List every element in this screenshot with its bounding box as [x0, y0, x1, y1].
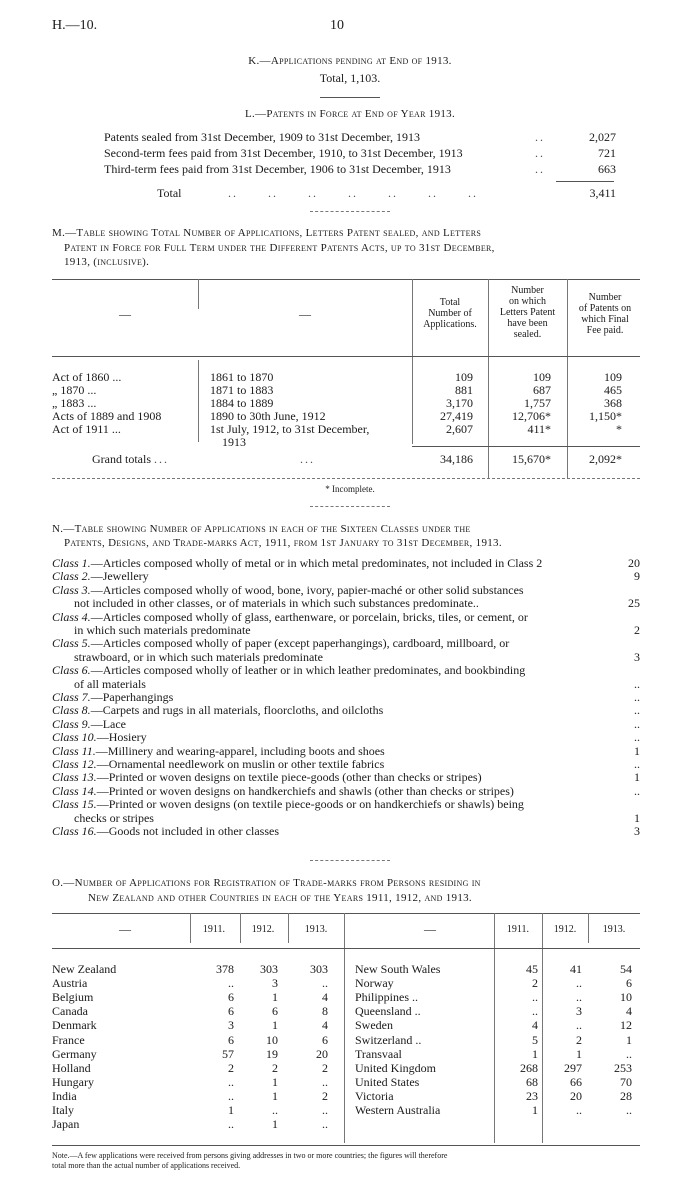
o-right-1912: 3	[576, 1004, 582, 1018]
section-o-title-1: O.—Number of Applications for Registration of Trade-marks from Persons residing in	[52, 877, 481, 889]
table-rule	[52, 478, 640, 479]
m-row-apps: 881	[455, 383, 473, 397]
o-left-1911: 6	[228, 990, 234, 1004]
o-header-1913-right: 1913.	[602, 924, 626, 935]
o-country-right: Queensland ..	[355, 1004, 421, 1018]
o-header-1912-right: 1912.	[553, 924, 577, 935]
o-right-1911: 45	[526, 962, 538, 976]
sum-rule	[412, 446, 640, 447]
n-class-line	[52, 569, 149, 584]
n-class-text: —Articles composed wholly of wood, bone, ivory, papier-maché or other solid substances	[90, 583, 524, 597]
m-header-col2: —	[299, 307, 311, 321]
col-rule	[190, 913, 191, 943]
l-row-label: Second-term fees paid from 31st December, 1910, to 31st December, 1913	[104, 146, 463, 160]
n-class-label: Class 9.	[52, 717, 91, 731]
table-rule	[52, 913, 640, 914]
o-left-1913: 8	[322, 1004, 328, 1018]
n-class-text: —Goods not included in other classes	[96, 824, 279, 838]
section-n-title-2: Patents, Designs, and Trade-marks Act, 1911, from 1st January to 31st December, 1913.	[64, 537, 502, 549]
o-left-1911: ..	[228, 1075, 234, 1089]
page-number: 10	[330, 18, 344, 33]
m-grand-fee: 2,092*	[589, 452, 622, 466]
section-m-title-1: M.—Table showing Total Number of Applications, Letters Patent sealed, and Letters	[52, 227, 482, 239]
o-country-left: Belgium	[52, 990, 94, 1004]
o-right-1912: 41	[570, 962, 582, 976]
o-country-right: Victoria	[355, 1089, 394, 1103]
o-right-1912: ..	[576, 1103, 582, 1117]
o-country-left: Denmark	[52, 1018, 97, 1032]
section-l-title: L.—Patents in Force at End of Year 1913.	[244, 108, 456, 120]
n-class-line	[52, 730, 147, 745]
o-country-left: Italy	[52, 1103, 74, 1117]
o-left-1913: ..	[322, 976, 328, 990]
o-left-1912: 1	[272, 1018, 278, 1032]
m-row-sealed: 12,706*	[512, 409, 551, 423]
n-class-text: —Millinery and wearing-apparel, including boots and shoes	[95, 744, 385, 758]
n-class-label: Class 15.	[52, 797, 97, 811]
o-country-left: Hungary	[52, 1075, 94, 1089]
o-country-left: France	[52, 1033, 85, 1047]
n-class-label: Class 1.	[52, 556, 91, 570]
n-class-text: checks or stripes	[74, 811, 154, 825]
o-right-1913: ..	[626, 1047, 632, 1061]
o-left-1912: 10	[266, 1033, 278, 1047]
m-header-col4-line: have been	[507, 318, 548, 329]
m-row-act: Act of 1911 ...	[52, 422, 121, 436]
o-right-1912: ..	[576, 976, 582, 990]
o-right-1912: 1	[576, 1047, 582, 1061]
divider	[310, 211, 390, 212]
m-header-col3-line: Total	[439, 297, 461, 308]
n-class-line	[52, 797, 524, 812]
m-header-col5-line: Number	[588, 292, 622, 303]
section-m-title-2: Patent in Force for Full Term under the Different Patents Acts, up to 31st December,	[64, 242, 495, 254]
m-row-act: Acts of 1889 and 1908	[52, 409, 162, 423]
section-n-title-1: N.—Table showing Number of Applications in each of the Sixteen Classes under the	[52, 523, 471, 535]
o-country-left: Japan	[52, 1117, 80, 1131]
section-l-total-label: Total	[157, 186, 182, 200]
o-right-1913: 12	[620, 1018, 632, 1032]
m-header-col4-line: Number	[511, 285, 544, 296]
n-class-text: strawboard, or in which such materials predominate	[74, 650, 323, 664]
o-right-1912: ..	[576, 990, 582, 1004]
section-o-title-2: New Zealand and other Countries in each of the Years 1911, 1912, and 1913.	[88, 892, 472, 904]
o-left-1912: 1	[272, 1089, 278, 1103]
o-country-right: New South Wales	[355, 962, 441, 976]
table-rule	[52, 279, 640, 280]
n-class-text: not included in other classes, or of materials in which such substances predominate..	[74, 596, 479, 610]
o-left-1911: ..	[228, 976, 234, 990]
m-row-fee: 368	[604, 396, 622, 410]
o-left-1911: 3	[228, 1018, 234, 1032]
o-country-left: Austria	[52, 976, 88, 990]
m-grand-label: Grand totals ...	[92, 452, 169, 466]
leader-dots: ..	[535, 130, 545, 144]
col-rule	[240, 913, 241, 943]
n-class-text: —Articles composed wholly of metal or in which metal predominates, not included in Class 2	[90, 556, 543, 570]
leader-dots: ..	[535, 146, 545, 160]
n-class-label: Class 16.	[52, 824, 97, 838]
n-class-line	[74, 596, 479, 611]
n-class-value: ..	[634, 757, 640, 771]
n-class-value: 3	[634, 650, 640, 664]
l-row-value: 721	[598, 146, 616, 160]
m-header-col4	[489, 285, 566, 340]
divider	[320, 97, 380, 98]
o-left-1912: 6	[272, 1004, 278, 1018]
l-row-value: 2,027	[589, 130, 616, 144]
o-country-left: Canada	[52, 1004, 88, 1018]
o-header-dash-right: —	[424, 922, 436, 936]
o-right-1913: ..	[626, 1103, 632, 1117]
m-row-period: 1861 to 1870	[210, 370, 274, 384]
n-class-value: 1	[634, 744, 640, 758]
o-left-1911: 57	[222, 1047, 234, 1061]
n-class-text: —Printed or woven designs on handkerchiefs and shawls (other than checks or stripes)	[96, 784, 514, 798]
m-header-col5	[568, 292, 642, 336]
o-left-1913: 20	[316, 1047, 328, 1061]
o-left-1912: 1	[272, 1075, 278, 1089]
n-class-value: 1	[634, 770, 640, 784]
n-class-value: ..	[634, 730, 640, 744]
o-right-1913: 28	[620, 1089, 632, 1103]
o-right-1911: 268	[520, 1061, 538, 1075]
m-header-col1: —	[119, 307, 131, 321]
o-country-right: Transvaal	[355, 1047, 402, 1061]
n-class-text: —Hosiery	[96, 730, 147, 744]
divider	[310, 506, 390, 507]
col-rule	[588, 913, 589, 943]
n-class-text: in which such materials predominate	[74, 623, 251, 637]
o-left-1911: 1	[228, 1103, 234, 1117]
leader-dots: ..	[535, 162, 545, 176]
m-header-col3-line: Applications.	[423, 319, 477, 330]
l-row-value: 663	[598, 162, 616, 176]
o-right-1911: 1	[532, 1047, 538, 1061]
o-country-left: Germany	[52, 1047, 97, 1061]
n-class-text: of all materials	[74, 677, 146, 691]
m-row-apps: 2,607	[446, 422, 473, 436]
n-class-value: ..	[634, 717, 640, 731]
table-rule	[52, 948, 640, 949]
o-left-1913: 4	[322, 1018, 328, 1032]
section-k-title: K.—Applications pending at End of 1913.	[248, 55, 452, 67]
m-row-apps: 27,419	[440, 409, 473, 423]
n-class-text: —Printed or woven designs on textile piece-goods (other than checks or stripes)	[96, 770, 482, 784]
m-header-col4-line: Letters Patent	[499, 307, 556, 318]
o-right-1913: 4	[626, 1004, 632, 1018]
o-left-1913: 6	[322, 1033, 328, 1047]
o-country-left: India	[52, 1089, 77, 1103]
m-row-sealed: 1,757	[524, 396, 551, 410]
o-header-1911-left: 1911.	[202, 924, 226, 935]
n-class-label: Class 11.	[52, 744, 96, 758]
o-left-1913: ..	[322, 1075, 328, 1089]
n-class-value: 9	[634, 569, 640, 583]
n-class-value: 25	[628, 596, 640, 610]
n-class-text: —Articles composed wholly of paper (except paperhangings), cardboard, millboard, or	[90, 636, 510, 650]
o-left-1911: 6	[228, 1033, 234, 1047]
o-right-1911: ..	[532, 990, 538, 1004]
n-class-label: Class 10.	[52, 730, 97, 744]
n-class-text: —Printed or woven designs (on textile piece-goods or on handkerchiefs or shawls) being	[96, 797, 524, 811]
n-class-line	[52, 703, 383, 718]
m-row-fee: 109	[604, 370, 622, 384]
o-right-1912: ..	[576, 1018, 582, 1032]
l-row-label: Third-term fees paid from 31st December, 1906 to 31st December, 1913	[104, 162, 451, 176]
n-class-label: Class 4.	[52, 610, 91, 624]
o-left-1913: ..	[322, 1103, 328, 1117]
o-right-1911: ..	[532, 1004, 538, 1018]
n-class-text: —Ornamental needlework on muslin or other textile fabrics	[96, 757, 385, 771]
n-class-value: 1	[634, 811, 640, 825]
n-class-label: Class 8.	[52, 703, 91, 717]
o-left-1913: 303	[310, 962, 328, 976]
m-header-col3	[413, 297, 487, 330]
o-country-right: Philippines ..	[355, 990, 419, 1004]
o-left-1912: 2	[272, 1061, 278, 1075]
n-class-text: —Articles composed wholly of leather or in which leather predominates, and bookbinding	[90, 663, 526, 677]
o-right-1911: 2	[532, 976, 538, 990]
n-class-label: Class 12.	[52, 757, 97, 771]
m-row-fee: 465	[604, 383, 622, 397]
n-class-label: Class 14.	[52, 784, 97, 798]
n-class-label: Class 5.	[52, 636, 91, 650]
o-country-left: New Zealand	[52, 962, 117, 976]
o-left-1913: 2	[322, 1061, 328, 1075]
section-l-total-value: 3,411	[589, 186, 616, 200]
o-left-1913: 4	[322, 990, 328, 1004]
divider	[310, 860, 390, 861]
n-class-label: Class 2.	[52, 569, 91, 583]
o-left-1912: 3	[272, 976, 278, 990]
o-left-1912: 303	[260, 962, 278, 976]
o-left-1912: 1	[272, 1117, 278, 1131]
m-row-fee: *	[616, 422, 622, 436]
o-country-right: Sweden	[355, 1018, 393, 1032]
m-row-sealed: 411*	[527, 422, 551, 436]
m-header-col4-line: on which	[509, 296, 546, 307]
col-rule	[198, 279, 199, 309]
o-right-1911: 4	[532, 1018, 538, 1032]
m-grand-sealed: 15,670*	[512, 452, 551, 466]
o-right-1913: 54	[620, 962, 632, 976]
o-right-1911: 23	[526, 1089, 538, 1103]
o-header-1911-right: 1911.	[506, 924, 530, 935]
col-rule	[288, 913, 289, 943]
o-country-right: Western Australia	[355, 1103, 441, 1117]
m-grand-label-text: Grand totals	[92, 452, 151, 466]
l-row-label: Patents sealed from 31st December, 1909 to 31st December, 1913	[104, 130, 420, 144]
m-row-act: „ 1883 ...	[52, 396, 97, 410]
o-left-1911: ..	[228, 1117, 234, 1131]
o-country-left: Holland	[52, 1061, 91, 1075]
n-class-text: —Paperhangings	[90, 690, 174, 704]
n-class-value: 3	[634, 824, 640, 838]
m-row-period: 1884 to 1889	[210, 396, 274, 410]
o-right-1912: 297	[564, 1061, 582, 1075]
n-class-value: ..	[634, 784, 640, 798]
o-note-2: total more than the actual number of applications received.	[52, 1161, 241, 1170]
m-row-period-cont: 1913	[222, 435, 246, 449]
n-class-value: ..	[634, 690, 640, 704]
o-left-1911: 6	[228, 1004, 234, 1018]
o-left-1912: 19	[266, 1047, 278, 1061]
o-header-1912-left: 1912.	[251, 924, 275, 935]
o-left-1912: ..	[272, 1103, 278, 1117]
m-header-col5-line: which Final	[581, 314, 629, 325]
leader-dots: .. .. .. .. .. .. ..	[228, 186, 478, 200]
n-class-value: 20	[628, 556, 640, 570]
m-header-col3-line: Number of	[428, 308, 472, 319]
m-header-col4-line: sealed.	[513, 329, 542, 340]
o-header-1913-left: 1913.	[304, 924, 328, 935]
o-right-1912: 20	[570, 1089, 582, 1103]
section-m-title-3: 1913, (inclusive).	[64, 256, 150, 268]
n-class-value: ..	[634, 677, 640, 691]
o-left-1911: ..	[228, 1089, 234, 1103]
page-ref: H.—10.	[52, 18, 98, 33]
o-left-1913: 2	[322, 1089, 328, 1103]
m-row-period: 1890 to 30th June, 1912	[210, 409, 326, 423]
m-row-sealed: 109	[533, 370, 551, 384]
m-row-sealed: 687	[533, 383, 551, 397]
n-class-line	[52, 663, 525, 678]
m-header-col5-line: Fee paid.	[586, 325, 624, 336]
table-rule	[52, 356, 640, 357]
o-country-right: United States	[355, 1075, 420, 1089]
n-class-line	[52, 636, 509, 651]
n-class-label: Class 7.	[52, 690, 91, 704]
o-right-1913: 1	[626, 1033, 632, 1047]
n-class-label: Class 3.	[52, 583, 91, 597]
n-class-text: —Jewellery	[90, 569, 149, 583]
section-k-total: Total, 1,103.	[319, 71, 381, 85]
o-right-1913: 253	[614, 1061, 632, 1075]
n-class-line	[52, 770, 482, 785]
o-left-1911: 378	[216, 962, 234, 976]
o-country-right: Switzerland ..	[355, 1033, 422, 1047]
n-class-text: —Articles composed wholly of glass, earthenware, or porcelain, bricks, tiles, or cement, or	[90, 610, 528, 624]
m-row-period: 1871 to 1883	[210, 383, 274, 397]
o-country-right: United Kingdom	[355, 1061, 436, 1075]
o-left-1912: 1	[272, 990, 278, 1004]
sum-rule	[556, 181, 614, 182]
o-left-1911: 2	[228, 1061, 234, 1075]
o-right-1911: 5	[532, 1033, 538, 1047]
m-row-apps: 3,170	[446, 396, 473, 410]
n-class-line	[52, 824, 279, 839]
n-class-text: —Carpets and rugs in all materials, floorcloths, and oilcloths	[90, 703, 384, 717]
n-class-value: ..	[634, 703, 640, 717]
m-row-act: Act of 1860 ...	[52, 370, 122, 384]
leader-dots: ...	[300, 452, 315, 466]
m-row-period: 1st July, 1912, to 31st December,	[210, 422, 370, 436]
n-class-label: Class 6.	[52, 663, 91, 677]
o-country-right: Norway	[355, 976, 394, 990]
o-right-1913: 6	[626, 976, 632, 990]
o-right-1911: 1	[532, 1103, 538, 1117]
o-header-dash-left: —	[119, 922, 131, 936]
o-left-1913: ..	[322, 1117, 328, 1131]
n-class-label: Class 13.	[52, 770, 97, 784]
n-class-value: 2	[634, 623, 640, 637]
m-row-apps: 109	[455, 370, 473, 384]
n-class-text: —Lace	[90, 717, 126, 731]
col-rule	[198, 360, 199, 442]
o-right-1912: 66	[570, 1075, 582, 1089]
o-right-1913: 70	[620, 1075, 632, 1089]
m-row-fee: 1,150*	[589, 409, 622, 423]
o-right-1911: 68	[526, 1075, 538, 1089]
m-row-act: „ 1870 ...	[52, 383, 97, 397]
o-note-1: Note.—A few applications were received from persons giving addresses in two or more countries; the figures will therefore	[52, 1151, 448, 1160]
o-right-1912: 2	[576, 1033, 582, 1047]
m-grand-apps: 34,186	[440, 452, 473, 466]
m-footnote: * Incomplete.	[325, 484, 375, 494]
o-right-1913: 10	[620, 990, 632, 1004]
m-header-col5-line: of Patents on	[578, 303, 632, 314]
table-rule	[52, 1145, 640, 1146]
